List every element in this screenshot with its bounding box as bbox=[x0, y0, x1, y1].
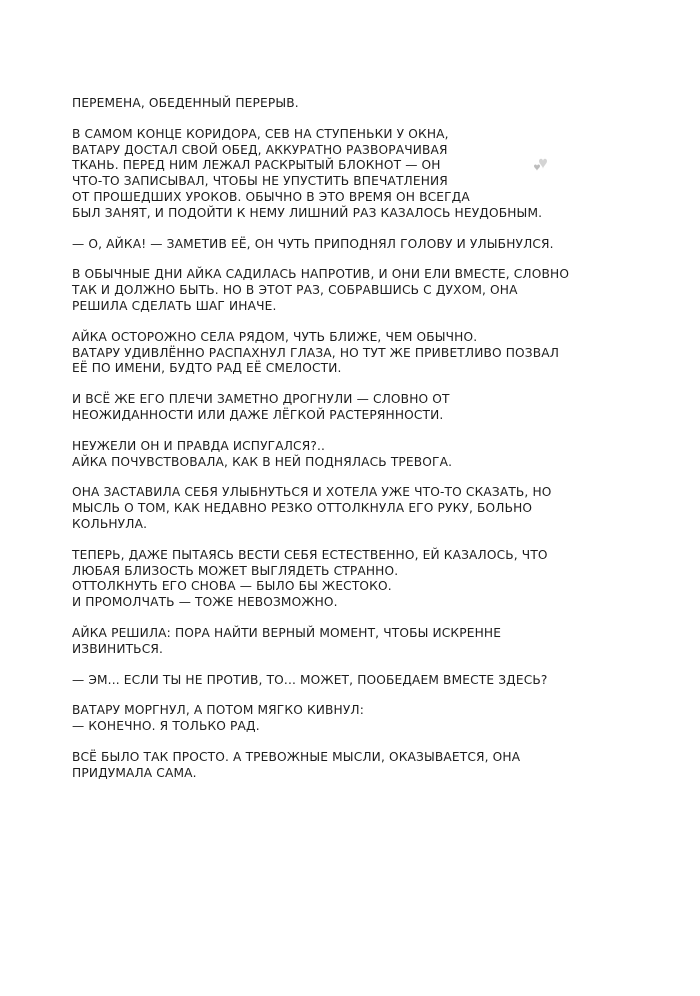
text-line: ЧТО-ТО ЗАПИСЫВАЛ, ЧТОБЫ НЕ УПУСТИТЬ ВПЕЧАТЛЕНИЯ bbox=[72, 174, 448, 189]
paragraph bbox=[72, 392, 632, 424]
text-line: АЙКА ПОЧУВСТВОВАЛА, КАК В НЕЙ ПОДНЯЛАСЬ ТРЕВОГА. bbox=[72, 454, 453, 469]
text-line: АЙКА РЕШИЛА: ПОРА НАЙТИ ВЕРНЫЙ МОМЕНТ, ЧТОБЫ ИСКРЕННЕ bbox=[72, 625, 502, 640]
text-line: ИЗВИНИТЬСЯ. bbox=[72, 641, 163, 656]
paragraph bbox=[72, 750, 632, 782]
text-line: — КОНЕЧНО. Я ТОЛЬКО РАД. bbox=[72, 719, 260, 734]
text-line: — ЭМ... ЕСЛИ ТЫ НЕ ПРОТИВ, ТО... МОЖЕТ, ПООБЕДАЕМ ВМЕСТЕ ЗДЕСЬ? bbox=[72, 672, 548, 687]
heart-small-icon bbox=[534, 165, 540, 172]
text-line: И ПРОМОЛЧАТЬ — ТОЖЕ НЕВОЗМОЖНО. bbox=[72, 595, 338, 610]
text-line: АЙКА ОСТОРОЖНО СЕЛА РЯДОМ, ЧУТЬ БЛИЖЕ, ЧЕМ ОБЫЧНО. bbox=[72, 329, 478, 344]
text-line: В ОБЫЧНЫЕ ДНИ АЙКА САДИЛАСЬ НАПРОТИВ, И ОНИ ЕЛИ ВМЕСТЕ, СЛОВНО bbox=[72, 267, 570, 282]
text-line: КОЛЬНУЛА. bbox=[72, 516, 148, 531]
text-line: ТАК И ДОЛЖНО БЫТЬ. НО В ЭТОТ РАЗ, СОБРАВШИСЬ С ДУХОМ, ОНА bbox=[72, 283, 518, 298]
text-line: ВАТАРУ УДИВЛЁННО РАСПАХНУЛ ГЛАЗА, НО ТУТ ЖЕ ПРИВЕТЛИВО ПОЗВАЛ bbox=[72, 345, 560, 360]
text-line: И ВСЁ ЖЕ ЕГО ПЛЕЧИ ЗАМЕТНО ДРОГНУЛИ — СЛОВНО ОТ bbox=[72, 392, 450, 407]
text-line: — О, АЙКА! — ЗАМЕТИВ ЕЁ, ОН ЧУТЬ ПРИПОДНЯЛ ГОЛОВУ И УЛЫБНУЛСЯ. bbox=[72, 236, 554, 251]
paragraph bbox=[72, 703, 632, 735]
text-line: ОНА ЗАСТАВИЛА СЕБЯ УЛЫБНУТЬСЯ И ХОТЕЛА УЖЕ ЧТО-ТО СКАЗАТЬ, НО bbox=[72, 485, 552, 500]
text-line: В САМОМ КОНЦЕ КОРИДОРА, СЕВ НА СТУПЕНЬКИ У ОКНА, bbox=[72, 126, 449, 141]
paragraph bbox=[72, 267, 632, 314]
paragraph bbox=[72, 673, 632, 689]
text-line: ВАТАРУ ДОСТАЛ СВОЙ ОБЕД, АККУРАТНО РАЗВОРАЧИВАЯ bbox=[72, 142, 448, 157]
text-line: ЕЁ ПО ИМЕНИ, БУДТО РАД ЕЁ СМЕЛОСТИ. bbox=[72, 361, 342, 376]
text-line: ОТ ПРОШЕДШИХ УРОКОВ. ОБЫЧНО В ЭТО ВРЕМЯ ОН ВСЕГДА bbox=[72, 189, 470, 204]
text-line: ВАТАРУ МОРГНУЛ, А ПОТОМ МЯГКО КИВНУЛ: bbox=[72, 703, 364, 718]
text-line: НЕУЖЕЛИ ОН И ПРАВДА ИСПУГАЛСЯ?.. bbox=[72, 438, 325, 453]
paragraph bbox=[72, 96, 632, 112]
paragraph bbox=[72, 237, 632, 253]
paragraph bbox=[72, 548, 632, 611]
paragraph bbox=[72, 626, 632, 658]
text-line: РЕШИЛА СДЕЛАТЬ ШАГ ИНАЧЕ. bbox=[72, 298, 277, 313]
text-line: ОТТОЛКНУТЬ ЕГО СНОВА — БЫЛО БЫ ЖЕСТОКО. bbox=[72, 579, 392, 594]
text-line: ВСЁ БЫЛО ТАК ПРОСТО. А ТРЕВОЖНЫЕ МЫСЛИ, ОКАЗЫВАЕТСЯ, ОНА bbox=[72, 749, 521, 764]
text-line: ПРИДУМАЛА САМА. bbox=[72, 765, 197, 780]
text-line: ЛЮБАЯ БЛИЗОСТЬ МОЖЕТ ВЫГЛЯДЕТЬ СТРАННО. bbox=[72, 563, 399, 578]
text-line: ТКАНЬ. ПЕРЕД НИМ ЛЕЖАЛ РАСКРЫТЫЙ БЛОКНОТ — ОН bbox=[72, 158, 441, 173]
text-line: НЕОЖИДАННОСТИ ИЛИ ДАЖЕ ЛЁГКОЙ РАСТЕРЯННОСТИ. bbox=[72, 407, 444, 422]
text-line: ТЕПЕРЬ, ДАЖЕ ПЫТАЯСЬ ВЕСТИ СЕБЯ ЕСТЕСТВЕННО, ЕЙ КАЗАЛОСЬ, ЧТО bbox=[72, 547, 548, 562]
paragraph bbox=[72, 439, 632, 471]
story-text bbox=[72, 96, 632, 797]
heart-large-icon bbox=[539, 159, 547, 169]
paragraph bbox=[72, 330, 632, 377]
hearts-icon bbox=[531, 156, 555, 176]
text-line: БЫЛ ЗАНЯТ, И ПОДОЙТИ К НЕМУ ЛИШНИЙ РАЗ КАЗАЛОСЬ НЕУДОБНЫМ. bbox=[72, 205, 543, 220]
text-line: МЫСЛЬ О ТОМ, КАК НЕДАВНО РЕЗКО ОТТОЛКНУЛА ЕГО РУКУ, БОЛЬНО bbox=[72, 501, 533, 516]
paragraph bbox=[72, 485, 632, 532]
text-line: ПЕРЕМЕНА, ОБЕДЕННЫЙ ПЕРЕРЫВ. bbox=[72, 96, 299, 110]
